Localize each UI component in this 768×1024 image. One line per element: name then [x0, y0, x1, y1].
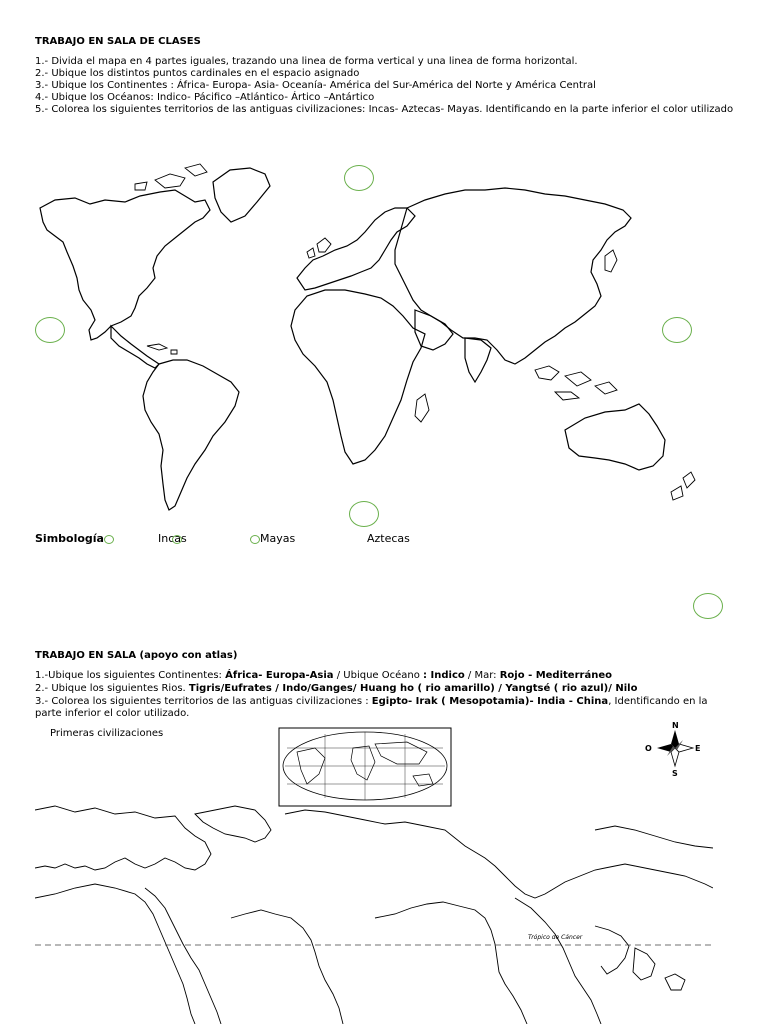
world-map	[35, 160, 725, 520]
compass-e: E	[695, 744, 701, 753]
legend-label: Simbología	[35, 532, 114, 545]
s2-instruction-2: 2.- Ubique los siguientes Rios. Tigris/Eufrates / Indo/Ganges/ Huang ho ( rio amarillo) / Yangtsé ( rio azul)/ Nilo	[35, 683, 638, 694]
compass-s: S	[672, 769, 678, 778]
inset-world-map	[279, 728, 451, 806]
instruction-4: 4.- Ubique los Océanos: Indico- Pácifico –Atlántico- Ártico –Antártico	[35, 92, 375, 103]
section1-title: TRABAJO EN SALA DE CLASES	[35, 36, 201, 47]
west-answer-circle[interactable]	[35, 317, 65, 343]
legend-item-mayas: Mayas	[250, 532, 295, 545]
east-answer-circle[interactable]	[662, 317, 692, 343]
instruction-2: 2.- Ubique los distintos puntos cardinales en el espacio asignado	[35, 68, 360, 79]
ancient-civilizations-map	[35, 718, 713, 1024]
legend-item-incas: Incas	[158, 532, 187, 545]
extra-answer-circle[interactable]	[693, 593, 723, 619]
legend-color-swatch[interactable]	[250, 535, 260, 544]
instruction-5: 5.- Colorea los siguientes territorios de las antiguas civilizaciones: Incas- Aztecas- Mayas. Identificando en la parte inferior el color utilizado	[35, 104, 734, 115]
south-answer-circle[interactable]	[349, 501, 379, 527]
north-answer-circle[interactable]	[344, 165, 374, 191]
s2-instruction-1: 1.-Ubique los siguientes Continentes: África- Europa-Asia / Ubique Océano : Indico / Mar: Rojo - Mediterráneo	[35, 670, 612, 681]
instruction-3: 3.- Ubique los Continentes : África- Europa- Asia- Oceanía- América del Sur-América del Norte y América Central	[35, 80, 596, 91]
instruction-1: 1.- Divida el mapa en 4 partes iguales, trazando una linea de forma vertical y una linea de forma horizontal.	[35, 56, 578, 67]
legend-color-swatch[interactable]	[104, 535, 114, 544]
tropic-label: Trópico de Cáncer	[528, 934, 583, 941]
legend-color-swatch[interactable]	[172, 535, 182, 544]
legend-item-aztecas: Aztecas	[367, 532, 410, 545]
section2-title: TRABAJO EN SALA (apoyo con atlas)	[35, 650, 238, 661]
compass-rose	[645, 721, 700, 778]
compass-o: O	[645, 744, 652, 753]
compass-n: N	[672, 721, 679, 730]
map-title: Primeras civilizaciones	[50, 728, 164, 739]
s2-instruction-3: 3.- Colorea los siguientes territorios de las antiguas civilizaciones : Egipto- Irak ( Mesopotamia)- India - China, Identificando en la parte inferior el color utilizado.	[35, 696, 708, 719]
